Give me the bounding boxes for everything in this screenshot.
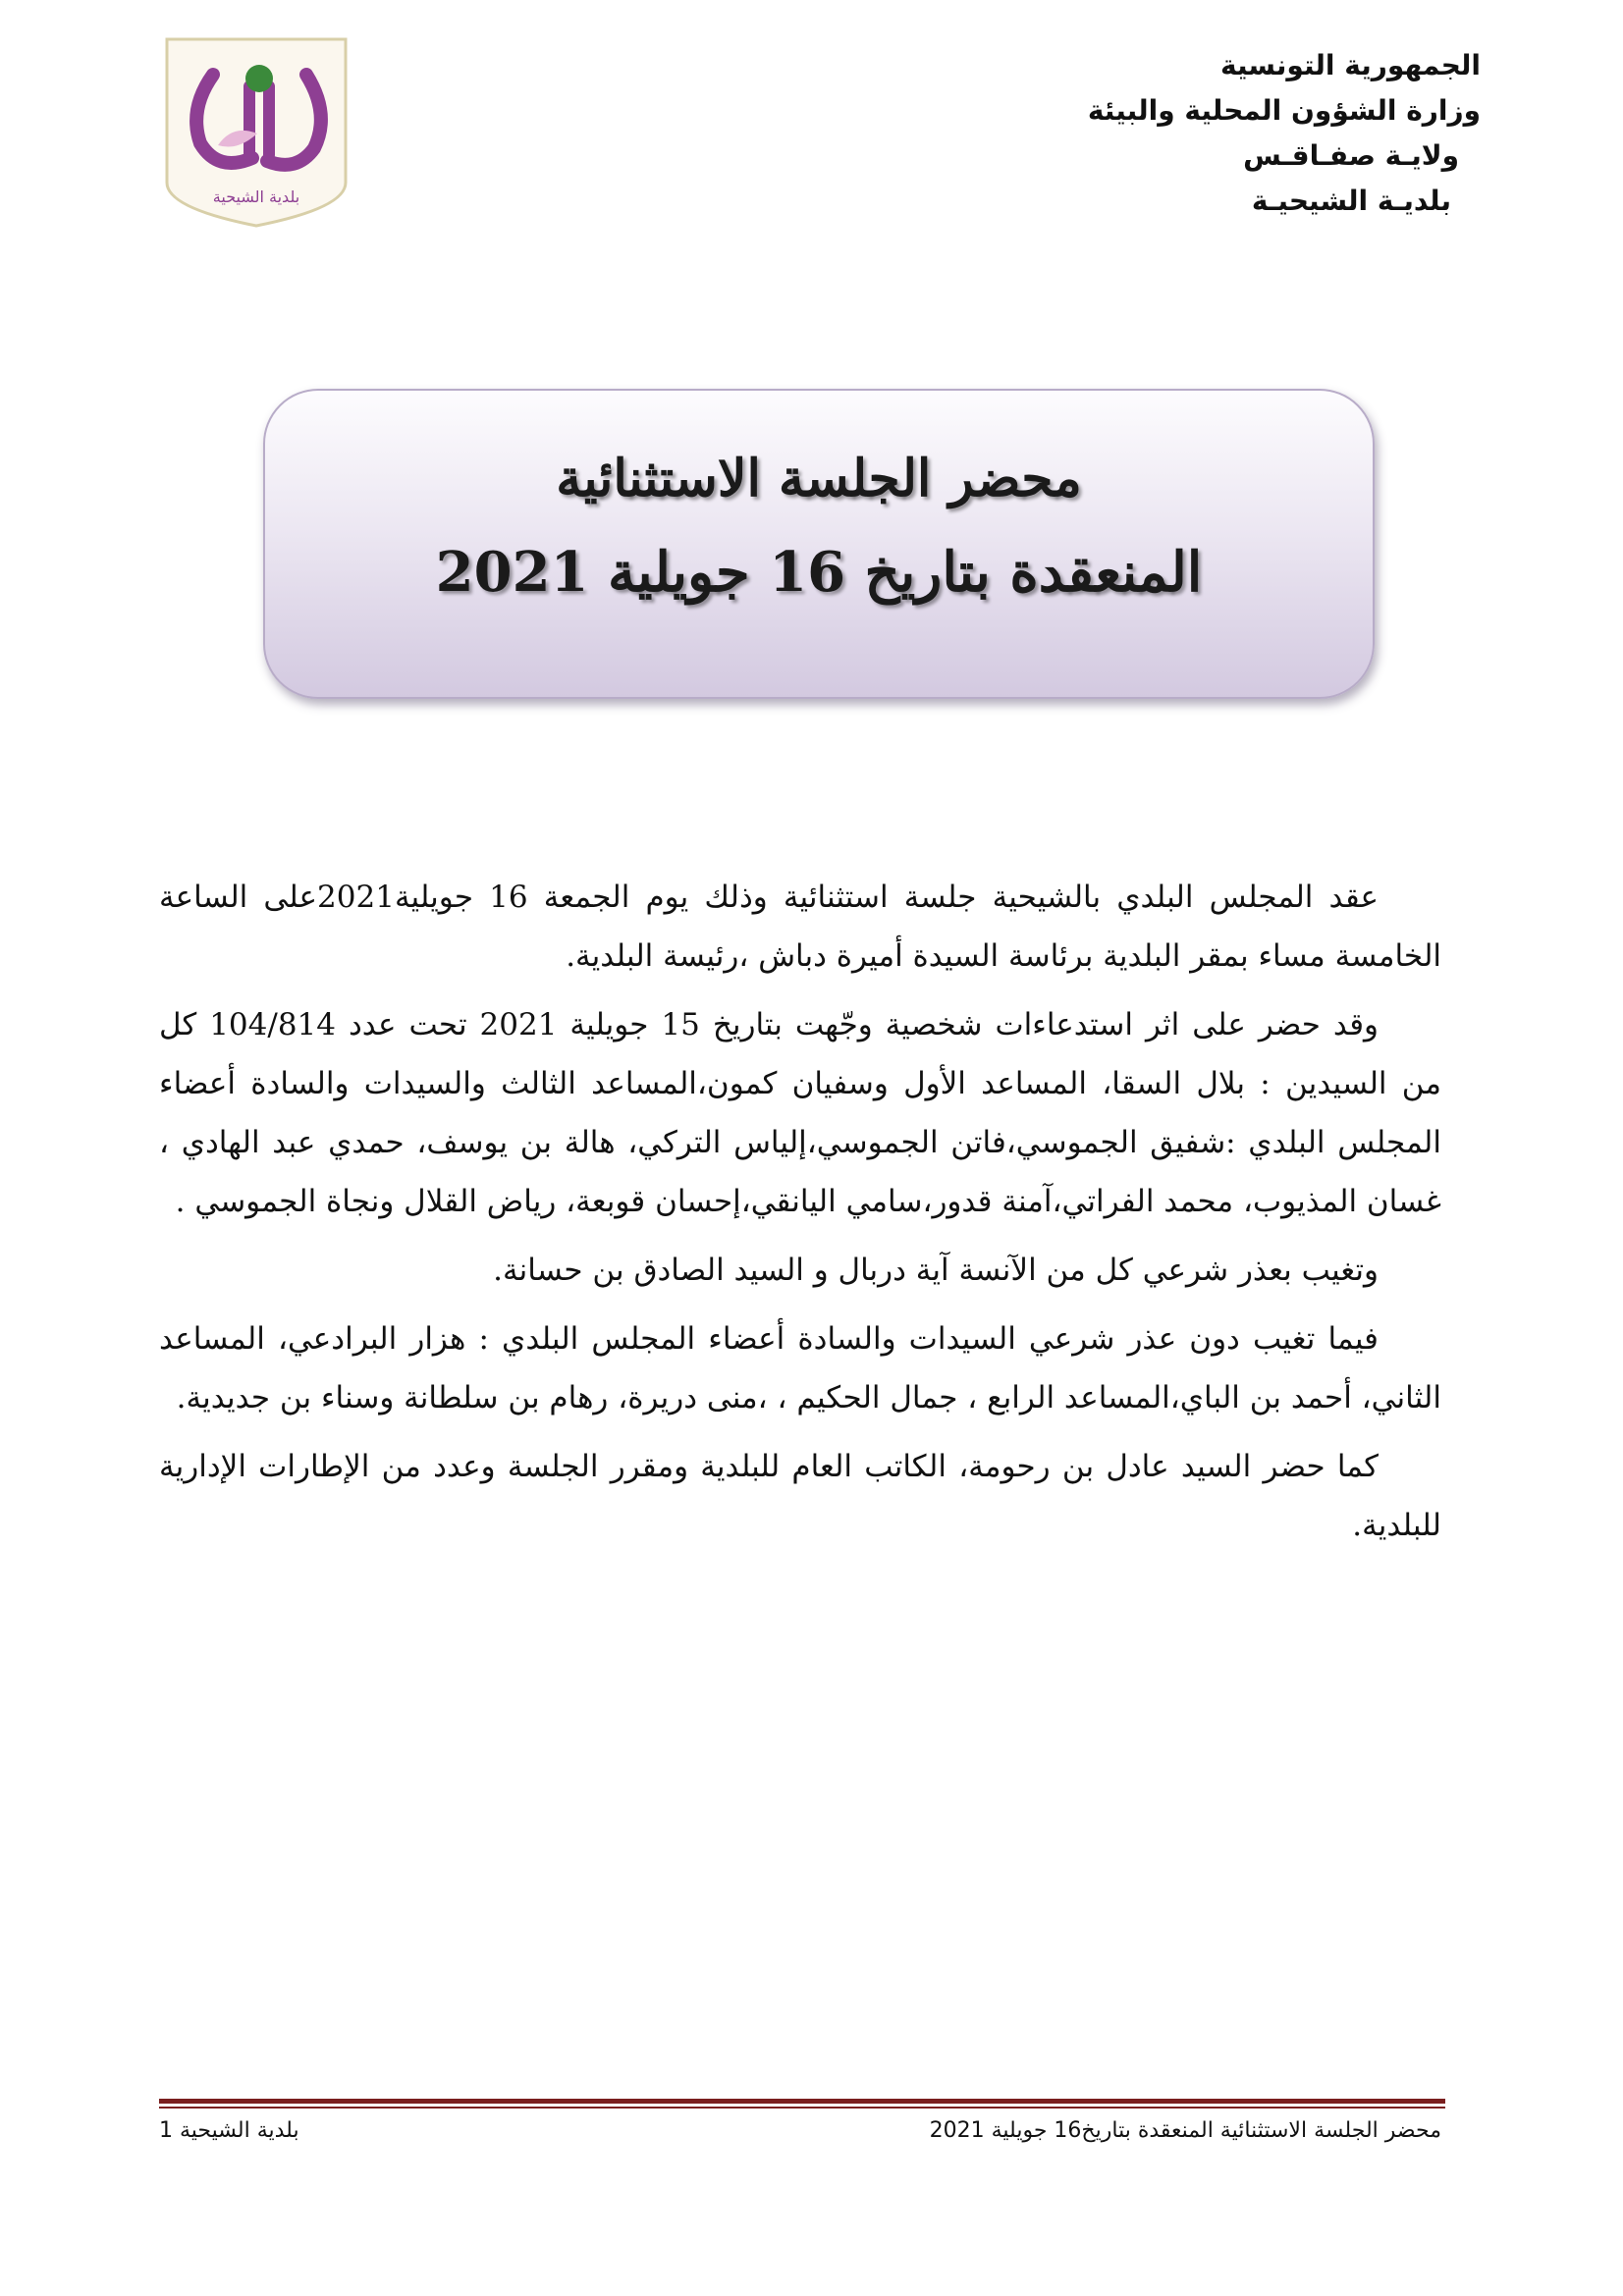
paragraph-unexcused-absence: فيما تغيب دون عذر شرعي السيدات والسادة أعضاء المجلس البلدي : هزار البرادعي، المساعد الثاني، أحمد بن الباي،المساعد الرابع ، جمال الحكيم ، ،منى دريرة، رهام بن سلطانة وسناء بن جديدية.: [159, 1321, 1441, 1415]
letterhead-governorate: ولايـة صفـاقـس: [1243, 139, 1459, 172]
letterhead-ministry: وزارة الشؤون المحلية والبيئة: [1087, 94, 1481, 127]
paragraph-staff-attendance: كما حضر السيد عادل بن رحومة، الكاتب العام للبلدية ومقرر الجلسة وعدد من الإطارات الإدارية للبلدية.: [159, 1449, 1441, 1543]
paragraph-excused-absence: وتغيب بعذر شرعي كل من الآنسة آية دربال و السيد الصادق بن حسانة.: [493, 1253, 1379, 1288]
logo-caption: بلدية الشيحية: [212, 187, 300, 206]
document-title-box: [263, 389, 1375, 699]
document-title: محضر الجلسة الاستثنائية: [556, 449, 1082, 508]
paragraph-session: عقد المجلس البلدي بالشيحية جلسة استثنائية وذلك يوم الجمعة 16 جويلية2021على الساعة الخامسة مساء بمقر البلدية برئاسة السيدة أميرة دباش ،رئيسة البلدية.: [159, 880, 1441, 974]
footer-page-label: بلدية الشيحية 1: [159, 2118, 299, 2143]
letterhead-municipality: بلديـة الشيحيـة: [1251, 185, 1451, 217]
paragraph-attendance: وقد حضر على اثر استدعاءات شخصية وجّهت بتاريخ 15 جويلية 2021 تحت عدد 104/814 كل من السيدين : بلال السقا، المساعد الأول وسفيان كمون،المساعد الثالث والسيدات والسادة أعضاء المجلس البلدي :شفيق الجموسي،فاتن الجموسي،إلياس التركي، هالة بن يوسف، حمدي عبد الهادي ، غسان المذيوب، محمد الفراتي،آمنة قدور،سامي اليانقي،إحسان قوبعة، رياض القلال ونجاة الجموسي .: [159, 1007, 1441, 1219]
document-subtitle: المنعقدة بتاريخ 16 جويلية 2021: [435, 540, 1203, 605]
footer-divider: [159, 2099, 1445, 2109]
letterhead: [892, 43, 1481, 224]
letterhead-country: الجمهورية التونسية: [1220, 49, 1481, 81]
footer-document-title: محضر الجلسة الاستثنائية المنعقدة بتاريخ16 جويلية 2021: [929, 2118, 1441, 2143]
municipality-logo: [159, 35, 353, 228]
minutes-body: [159, 868, 1441, 1565]
municipality-emblem-icon: [159, 35, 353, 228]
